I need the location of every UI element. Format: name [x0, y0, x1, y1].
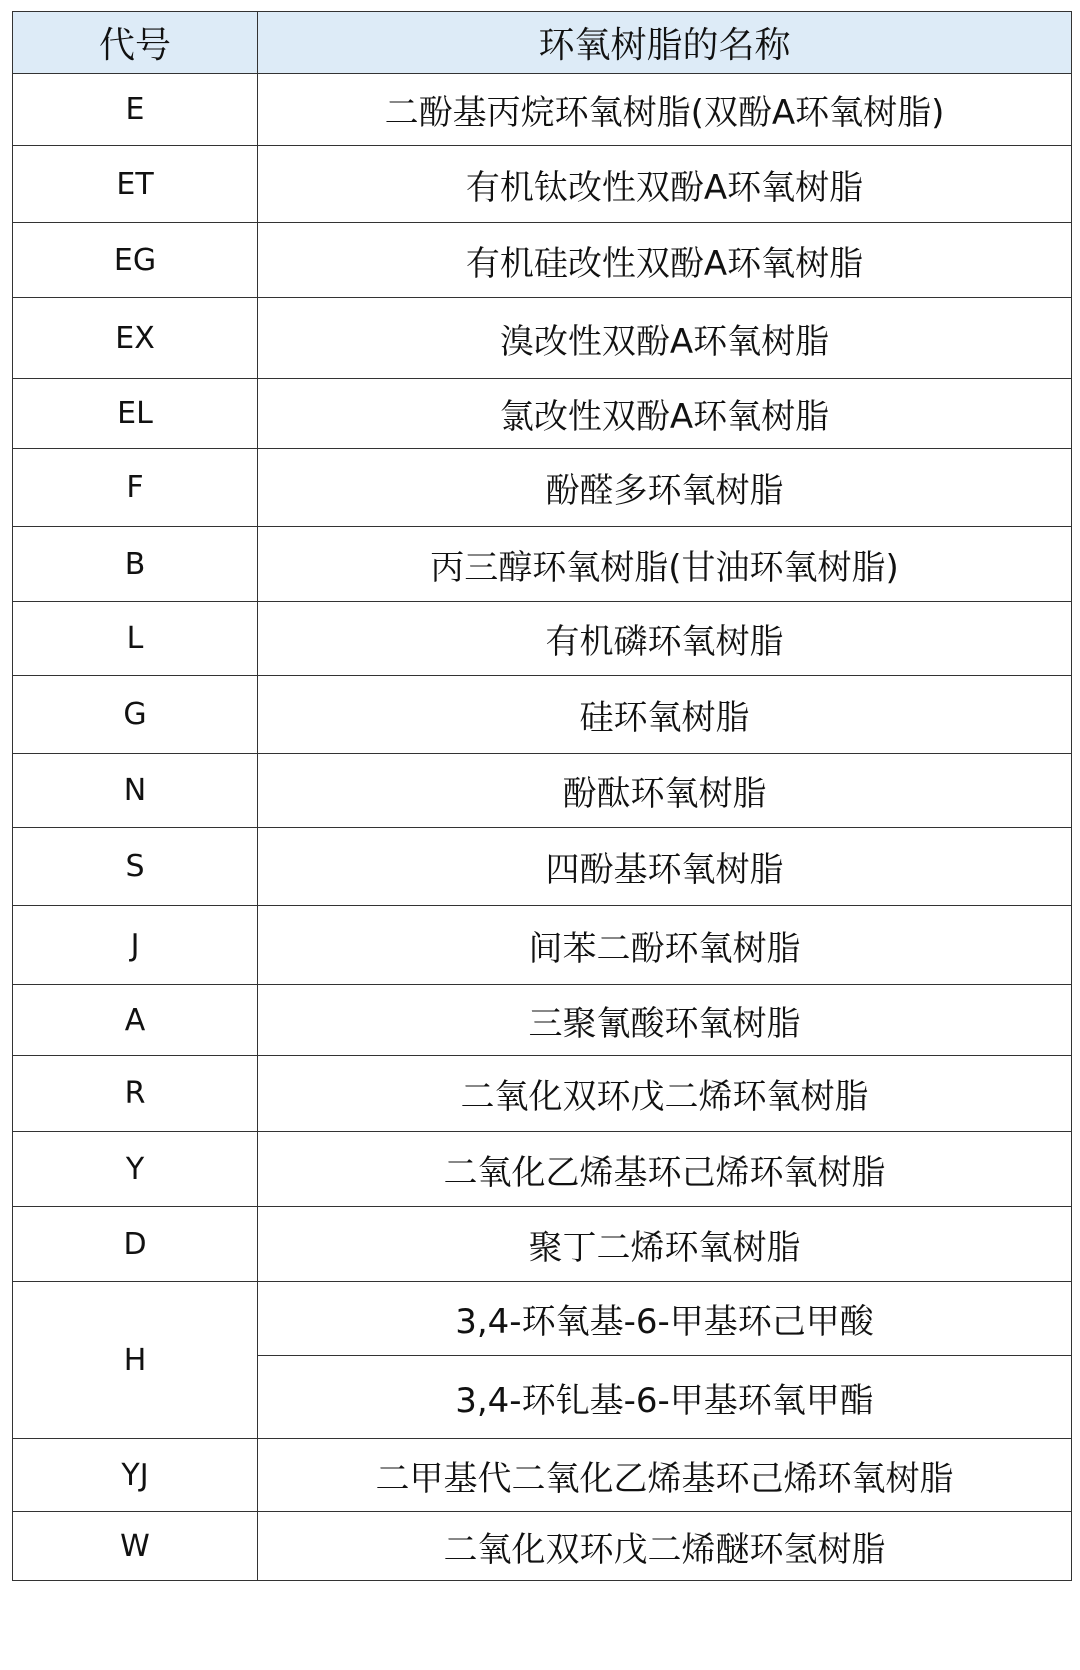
table-row: [13, 146, 1072, 223]
resin-name-cell: 有机硅改性双酚A环氧树脂: [258, 223, 1072, 298]
table-row: [13, 527, 1072, 602]
resin-name-cell: 硅环氧树脂: [258, 676, 1072, 754]
table-row: [13, 74, 1072, 146]
table-row: [13, 985, 1072, 1056]
table-row: [13, 676, 1072, 754]
resin-name-cell: 3,4-环氧基-6-甲基环己甲酸: [258, 1282, 1072, 1356]
table-row: [13, 754, 1072, 828]
resin-code-cell: G: [13, 676, 258, 754]
table-row: [13, 1207, 1072, 1282]
resin-name-cell: 有机磷环氧树脂: [258, 602, 1072, 676]
resin-name-cell: 四酚基环氧树脂: [258, 828, 1072, 906]
resin-code-cell: E: [13, 74, 258, 146]
resin-code-cell: F: [13, 449, 258, 527]
resin-name-cell: 二氧化双环戊二烯醚环氢树脂: [258, 1512, 1072, 1581]
table-row: [13, 602, 1072, 676]
table-row: [13, 1132, 1072, 1207]
table-row: [13, 828, 1072, 906]
resin-code-cell: YJ: [13, 1439, 258, 1512]
resin-name-cell: 二氧化双环戊二烯环氧树脂: [258, 1056, 1072, 1132]
resin-code-cell: EG: [13, 223, 258, 298]
table-row: [13, 298, 1072, 379]
resin-code-cell: B: [13, 527, 258, 602]
resin-code-cell: H: [13, 1282, 258, 1439]
resin-code-cell: Y: [13, 1132, 258, 1207]
table-row: [13, 1439, 1072, 1512]
table-body: [13, 74, 1072, 1581]
table-row: [13, 1056, 1072, 1132]
epoxy-resin-code-table: [12, 11, 1072, 1581]
resin-code-cell: EX: [13, 298, 258, 379]
resin-name-cell: 三聚氰酸环氧树脂: [258, 985, 1072, 1056]
resin-name-cell: 有机钛改性双酚A环氧树脂: [258, 146, 1072, 223]
resin-name-cell: 3,4-环钆基-6-甲基环氧甲酯: [258, 1356, 1072, 1439]
table-row: [13, 379, 1072, 449]
resin-code-cell: R: [13, 1056, 258, 1132]
table-row: [13, 449, 1072, 527]
header-name: 环氧树脂的名称: [258, 12, 1072, 74]
resin-code-cell: L: [13, 602, 258, 676]
table-header-row: [13, 12, 1072, 74]
resin-name-cell: 二甲基代二氧化乙烯基环己烯环氧树脂: [258, 1439, 1072, 1512]
table-row: [13, 1282, 1072, 1356]
resin-code-cell: W: [13, 1512, 258, 1581]
resin-name-cell: 丙三醇环氧树脂(甘油环氧树脂): [258, 527, 1072, 602]
table-row: [13, 906, 1072, 985]
resin-code-cell: D: [13, 1207, 258, 1282]
resin-code-cell: EL: [13, 379, 258, 449]
resin-name-cell: 聚丁二烯环氧树脂: [258, 1207, 1072, 1282]
resin-name-cell: 酚醛多环氧树脂: [258, 449, 1072, 527]
resin-name-cell: 间苯二酚环氧树脂: [258, 906, 1072, 985]
resin-code-cell: S: [13, 828, 258, 906]
resin-name-cell: 氯改性双酚A环氧树脂: [258, 379, 1072, 449]
resin-name-cell: 二氧化乙烯基环己烯环氧树脂: [258, 1132, 1072, 1207]
resin-code-cell: A: [13, 985, 258, 1056]
resin-code-cell: ET: [13, 146, 258, 223]
resin-code-cell: N: [13, 754, 258, 828]
table-row: [13, 1512, 1072, 1581]
resin-name-cell: 二酚基丙烷环氧树脂(双酚A环氧树脂): [258, 74, 1072, 146]
table-row: [13, 223, 1072, 298]
header-code: 代号: [13, 12, 258, 74]
resin-code-cell: J: [13, 906, 258, 985]
resin-name-cell: 酚酞环氧树脂: [258, 754, 1072, 828]
resin-name-cell: 溴改性双酚A环氧树脂: [258, 298, 1072, 379]
